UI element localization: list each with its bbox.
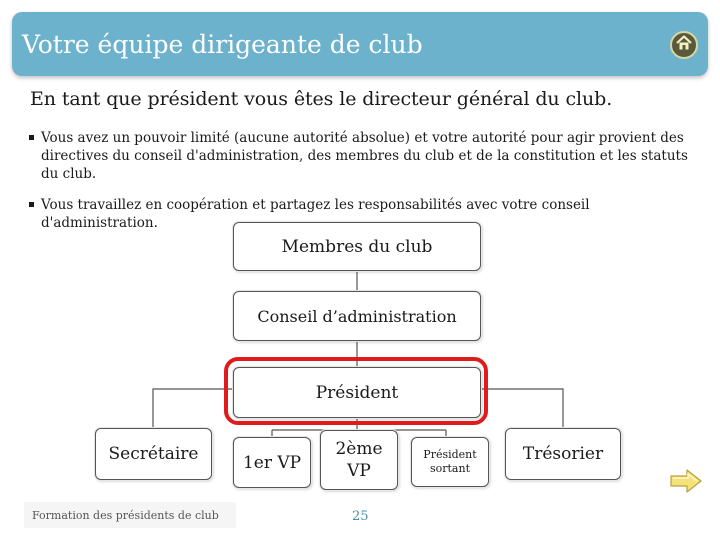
org-box-secretary: [95, 428, 212, 480]
bullet-text: Vous travaillez en coopération et partagez les responsabilités avec votre conseil d'administration.: [41, 197, 590, 231]
org-label-past-president: Président sortant: [423, 448, 477, 475]
page-number: 25: [352, 509, 369, 524]
org-box-vp1: [233, 437, 311, 488]
org-box-members: [233, 222, 481, 271]
next-slide-button[interactable]: [669, 467, 703, 499]
org-label-treasurer: Trésorier: [522, 444, 604, 464]
org-label-president: Président: [315, 382, 399, 403]
page-title: Votre équipe dirigeante de club: [22, 30, 423, 59]
org-label-vp2: 2ème VP: [335, 439, 383, 481]
president-highlight-frame: [224, 357, 488, 425]
org-label-board: Conseil d’administration: [257, 306, 457, 326]
org-box-past-president: [411, 437, 489, 487]
org-box-vp2: [320, 430, 398, 490]
org-label-vp1: 1er VP: [242, 452, 302, 473]
bullet-text: Vous avez un pouvoir limité (aucune autorité absolue) et votre autorité pour agir provient des directives du conseil d'administration, des membres du club et de la constitution et les statuts du club.: [41, 130, 688, 182]
org-box-board: [233, 291, 481, 341]
org-box-treasurer: [505, 428, 621, 480]
footer-label: Formation des présidents de club: [32, 509, 219, 522]
org-label-members: Membres du club: [281, 236, 433, 257]
intro-statement: En tant que président vous êtes le directeur général du club.: [30, 88, 613, 110]
arrow-right-icon: [669, 480, 703, 499]
org-label-secretary: Secrétaire: [108, 444, 199, 464]
